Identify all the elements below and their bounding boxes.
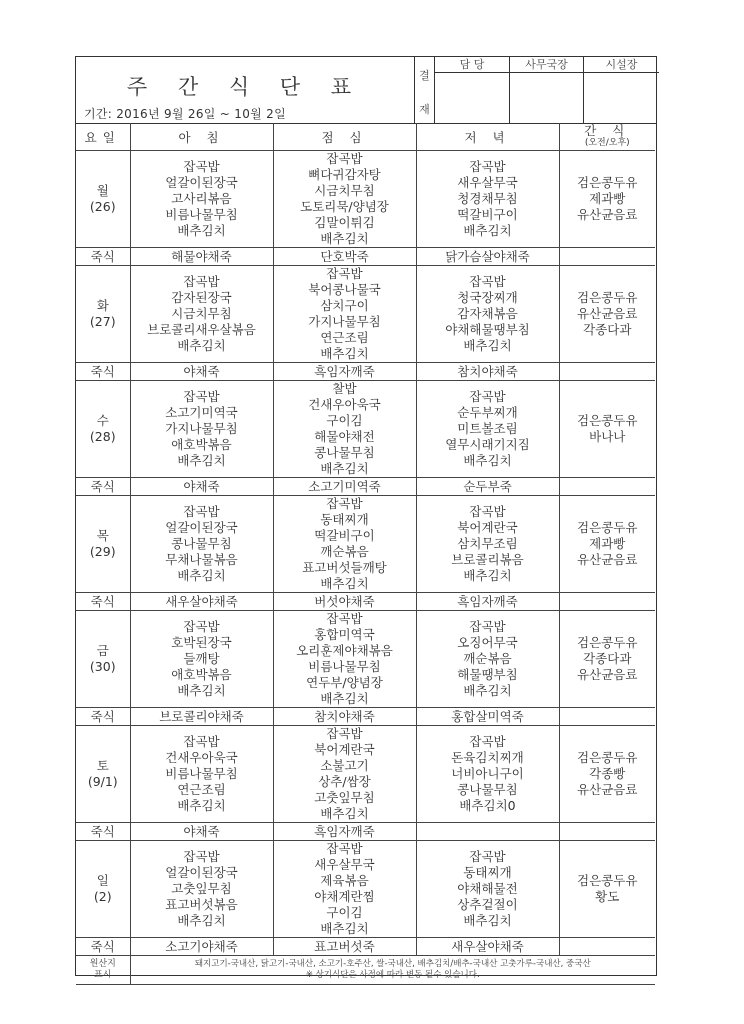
breakfast-item: 배추김치 [177,453,226,468]
approval-col-head [583,57,659,123]
lunch-item: 떡갈비구이 [314,528,375,543]
day-date: (29) [89,544,116,559]
dinner-item: 감자채볶음 [457,306,518,321]
breakfast-item: 얼갈이된장국 [165,175,238,190]
dinner-item: 잡곡밥 [469,159,506,174]
lunch-item: 잡곡밥 [326,611,363,626]
porridge-breakfast: 브로콜리야채죽 [130,708,273,726]
porridge-lunch: 표고버섯죽 [273,938,416,956]
porridge-lunch: 소고기미역죽 [273,478,416,496]
dinner-item: 새우살무국 [457,175,518,190]
lunch-item: 배추김치 [320,461,369,476]
day-date: (27) [89,314,116,329]
breakfast-cell [130,266,273,363]
dinner-item: 너비아니구이 [451,766,524,781]
porridge-snack-empty [559,708,655,726]
breakfast-item: 잡곡밥 [183,274,220,289]
origin-note: ※ 상기식단은 사정에 따라 변동 될수 있습니다. [305,970,480,980]
lunch-item: 구이김 [326,905,363,920]
porridge-snack-empty [559,248,655,266]
day-name: 목 [96,528,109,543]
day-cell [76,611,130,708]
lunch-item: 뼈다귀감자탕 [308,167,381,182]
menu-sheet [75,56,657,980]
document-title: 주 간 식 단 표 [126,75,364,99]
lunch-item: 잡곡밥 [326,266,363,281]
lunch-item: 콩나물무침 [314,445,375,460]
breakfast-item: 감자된장국 [171,290,232,305]
dinner-item: 콩나물무침 [457,782,518,797]
porridge-snack-empty [559,593,655,611]
day-row [76,611,655,708]
dinner-cell [416,841,559,938]
dinner-item: 잡곡밥 [469,849,506,864]
porridge-dinner: 새우살야채죽 [416,938,559,956]
breakfast-item: 소고기미역국 [165,405,238,420]
lunch-cell [273,611,416,708]
snack-cell [559,151,655,248]
approval-box [414,57,658,123]
dinner-item: 동태찌개 [463,865,512,880]
sheet-header [76,57,656,124]
porridge-lunch: 참치야채죽 [273,708,416,726]
day-date: (30) [89,659,116,674]
breakfast-item: 잡곡밥 [183,159,220,174]
day-name: 월 [96,183,109,198]
lunch-cell [273,266,416,363]
dinner-item: 배추김치0 [459,798,516,813]
porridge-row [76,363,655,381]
lunch-cell [273,151,416,248]
col-lunch: 점 심 [273,123,416,151]
lunch-item: 야채계란찜 [314,889,375,904]
dinner-item: 배추김치 [463,913,512,928]
approval-label [415,57,435,123]
snack-item: 각종다과 [583,651,632,666]
snack-item: 검은콩두유 [577,175,638,190]
breakfast-item: 잡곡밥 [183,619,220,634]
porridge-label: 죽식 [76,363,130,381]
breakfast-cell [130,611,273,708]
dinner-cell [416,726,559,823]
lunch-item: 찰밥 [332,381,357,396]
lunch-item: 배추김치 [320,921,369,936]
porridge-row [76,593,655,611]
breakfast-cell [130,151,273,248]
dinner-item: 돈육김치찌개 [451,750,524,765]
snack-item: 검은콩두유 [577,750,638,765]
breakfast-item: 잡곡밥 [183,849,220,864]
breakfast-item: 배추김치 [177,223,226,238]
porridge-label: 죽식 [76,248,130,266]
porridge-dinner: 순두부죽 [416,478,559,496]
porridge-lunch: 흑임자깨죽 [273,823,416,841]
origin-text-cell [130,956,655,985]
snack-item: 황도 [595,889,620,904]
day-name: 화 [96,298,109,313]
day-row [76,151,655,248]
dinner-item: 상추겉절이 [457,897,518,912]
lunch-item: 잡곡밥 [326,726,363,741]
day-cell [76,496,130,593]
dinner-item: 배추김치 [463,223,512,238]
porridge-label: 죽식 [76,708,130,726]
dinner-item: 깨순볶음 [463,651,512,666]
breakfast-item: 들깨탕 [183,651,220,666]
snack-item: 각종빵 [589,766,626,781]
day-date: (26) [89,199,116,214]
breakfast-item: 건새우아욱국 [165,750,238,765]
porridge-snack-empty [559,363,655,381]
col-dinner: 저 녁 [416,123,559,151]
breakfast-item: 잡곡밥 [183,504,220,519]
lunch-item: 제육볶음 [320,873,369,888]
day-row [76,381,655,478]
origin-label-line: 원산지 [89,959,116,969]
lunch-item: 잡곡밥 [326,496,363,511]
dinner-item: 야채해물전 [457,881,518,896]
approval-role: 사무국장 [510,57,583,73]
lunch-item: 삼치구이 [320,298,369,313]
breakfast-item: 고사리볶음 [171,191,232,206]
lunch-item: 새우살무국 [314,857,375,872]
lunch-cell [273,381,416,478]
origin-label [76,956,130,985]
dinner-item: 순두부찌개 [457,405,518,420]
porridge-row [76,823,655,841]
lunch-item: 북어계란국 [314,742,375,757]
snack-cell [559,841,655,938]
day-cell [76,841,130,938]
day-date: (28) [89,429,116,444]
lunch-item: 홍합미역국 [314,627,375,642]
snack-item: 검은콩두유 [577,873,638,888]
breakfast-item: 배추김치 [177,913,226,928]
porridge-lunch: 흑임자깨죽 [273,363,416,381]
breakfast-item: 표고버섯볶음 [165,897,238,912]
day-cell [76,266,130,363]
menu-period: 기간: 2016년 9월 26일 ~ 10월 2일 [84,107,286,121]
breakfast-item: 콩나물무침 [171,536,232,551]
dinner-cell [416,611,559,708]
porridge-breakfast: 새우살야채죽 [130,593,273,611]
dinner-item: 해물땡부침 [457,667,518,682]
lunch-item: 상추/쌈장 [318,774,371,789]
lunch-item: 고춧잎무침 [314,790,375,805]
porridge-row [76,708,655,726]
snack-item: 검은콩두유 [577,413,638,428]
day-date: (2) [93,889,112,904]
dinner-item: 떡갈비구이 [457,207,518,222]
porridge-snack-empty [559,938,655,956]
lunch-item: 연근조림 [320,330,369,345]
lunch-item: 김말이튀김 [314,215,375,230]
breakfast-cell [130,381,273,478]
lunch-item: 배추김치 [320,576,369,591]
lunch-item: 소불고기 [320,758,369,773]
breakfast-item: 애호박볶음 [171,437,232,452]
snack-cell [559,726,655,823]
lunch-item: 북어콩나물국 [308,282,381,297]
breakfast-item: 배추김치 [177,798,226,813]
lunch-item: 연두부/양념장 [306,675,383,690]
porridge-breakfast: 야채죽 [130,478,273,496]
column-header-row [76,123,655,151]
breakfast-item: 브로콜리새우살볶음 [147,322,256,337]
menu-table [76,123,655,985]
dinner-item: 잡곡밥 [469,274,506,289]
dinner-item: 오징어무국 [457,635,518,650]
porridge-label: 죽식 [76,938,130,956]
lunch-item: 배추김치 [320,231,369,246]
dinner-item: 열무시래기지짐 [445,437,530,452]
porridge-breakfast: 야채죽 [130,363,273,381]
origin-text: 돼지고기-국내산, 닭고기-국내산, 소고기-호주산, 쌀-국내산, 배추김치/배추-국내산 고춧가루-국내산, 중국산 [194,959,591,969]
col-snack-label: 간 식 [584,122,631,138]
breakfast-item: 연근조림 [177,782,226,797]
snack-cell [559,611,655,708]
dinner-item: 배추김치 [463,453,512,468]
dinner-item: 북어계란국 [457,520,518,535]
lunch-item: 구이김 [326,413,363,428]
snack-item: 검은콩두유 [577,290,638,305]
dinner-item: 잡곡밥 [469,504,506,519]
day-name: 토 [96,758,109,773]
lunch-item: 배추김치 [320,806,369,821]
porridge-dinner: 홍합살미역죽 [416,708,559,726]
breakfast-item: 비름나물무침 [165,207,238,222]
lunch-item: 배추김치 [320,346,369,361]
dinner-item: 미트볼조림 [457,421,518,436]
dinner-item: 야채해물땡부침 [445,322,530,337]
breakfast-item: 고춧잎무침 [171,881,232,896]
day-cell [76,381,130,478]
breakfast-item: 비름나물무침 [165,766,238,781]
col-breakfast: 아 침 [130,123,273,151]
porridge-snack-empty [559,478,655,496]
lunch-item: 건새우아욱국 [308,397,381,412]
porridge-label: 죽식 [76,823,130,841]
breakfast-item: 배추김치 [177,683,226,698]
lunch-cell [273,841,416,938]
porridge-dinner: 흑임자깨죽 [416,593,559,611]
porridge-dinner: 참치야채죽 [416,363,559,381]
approval-role: 시설장 [584,57,659,73]
lunch-cell [273,726,416,823]
approval-label-bottom: 재 [419,103,430,116]
breakfast-item: 호박된장국 [171,635,232,650]
day-name: 수 [96,413,109,428]
snack-item: 유산균음료 [577,306,638,321]
day-name: 일 [96,873,109,888]
lunch-item: 동태찌개 [320,512,369,527]
approval-col-director [509,57,583,123]
breakfast-item: 애호박볶음 [171,667,232,682]
breakfast-item: 가지나물무침 [165,421,238,436]
porridge-row [76,248,655,266]
snack-cell [559,381,655,478]
lunch-item: 오리훈제야채볶음 [296,643,393,658]
porridge-dinner: 닭가슴살야채죽 [416,248,559,266]
breakfast-item: 배추김치 [177,568,226,583]
porridge-lunch: 단호박죽 [273,248,416,266]
snack-item: 바나나 [589,429,626,444]
approval-col-staff [435,57,509,123]
breakfast-cell [130,841,273,938]
breakfast-cell [130,496,273,593]
snack-item: 검은콩두유 [577,635,638,650]
porridge-breakfast: 해물야채죽 [130,248,273,266]
porridge-label: 죽식 [76,593,130,611]
dinner-cell [416,496,559,593]
snack-cell [559,496,655,593]
lunch-item: 해물야채전 [314,429,375,444]
dinner-item: 배추김치 [463,568,512,583]
day-date: (9/1) [87,774,118,789]
snack-item: 검은콩두유 [577,520,638,535]
lunch-item: 시금치무침 [314,183,375,198]
dinner-item: 삼치무조림 [457,536,518,551]
lunch-item: 표고버섯들깨탕 [302,560,387,575]
snack-item: 제과빵 [589,191,626,206]
dinner-cell [416,266,559,363]
snack-item: 유산균음료 [577,552,638,567]
dinner-item: 잡곡밥 [469,619,506,634]
lunch-item: 배추김치 [320,691,369,706]
day-row [76,726,655,823]
day-row [76,841,655,938]
dinner-item: 청경채무침 [457,191,518,206]
breakfast-item: 시금치무침 [171,306,232,321]
snack-item: 제과빵 [589,536,626,551]
snack-item: 유산균음료 [577,207,638,222]
porridge-breakfast: 야채죽 [130,823,273,841]
day-row [76,496,655,593]
day-row [76,266,655,363]
porridge-row [76,938,655,956]
porridge-breakfast: 소고기야채죽 [130,938,273,956]
lunch-item: 잡곡밥 [326,841,363,856]
dinner-item: 잡곡밥 [469,389,506,404]
dinner-cell [416,151,559,248]
dinner-item: 브로콜리볶음 [451,552,524,567]
breakfast-cell [130,726,273,823]
approval-label-top: 결 [419,69,430,82]
lunch-item: 도토리묵/양념장 [300,199,389,214]
porridge-lunch: 버섯야채죽 [273,593,416,611]
dinner-item: 청국장찌개 [457,290,518,305]
lunch-cell [273,496,416,593]
porridge-snack-empty [559,823,655,841]
col-snack [559,123,655,151]
day-cell [76,151,130,248]
dinner-item: 배추김치 [463,683,512,698]
origin-label-line: 표시 [94,970,112,980]
lunch-item: 가지나물무침 [308,314,381,329]
snack-item: 유산균음료 [577,667,638,682]
dinner-cell [416,381,559,478]
origin-row [76,956,655,985]
snack-cell [559,266,655,363]
breakfast-item: 배추김치 [177,338,226,353]
porridge-dinner [416,823,559,841]
lunch-item: 비름나물무침 [308,659,381,674]
dinner-item: 잡곡밥 [469,734,506,749]
col-snack-sub: (오전/오후) [584,137,630,148]
breakfast-item: 잡곡밥 [183,734,220,749]
lunch-item: 깨순볶음 [320,544,369,559]
lunch-item: 잡곡밥 [326,151,363,166]
col-day: 요일 [76,123,130,151]
breakfast-item: 잡곡밥 [183,389,220,404]
breakfast-item: 얼갈이된장국 [165,865,238,880]
day-cell [76,726,130,823]
breakfast-item: 무채나물볶음 [165,552,238,567]
snack-item: 유산균음료 [577,782,638,797]
approval-role: 담 당 [435,57,509,73]
breakfast-item: 얼갈이된장국 [165,520,238,535]
porridge-label: 죽식 [76,478,130,496]
day-name: 금 [96,643,109,658]
snack-item: 각종다과 [583,322,632,337]
porridge-row [76,478,655,496]
dinner-item: 배추김치 [463,338,512,353]
